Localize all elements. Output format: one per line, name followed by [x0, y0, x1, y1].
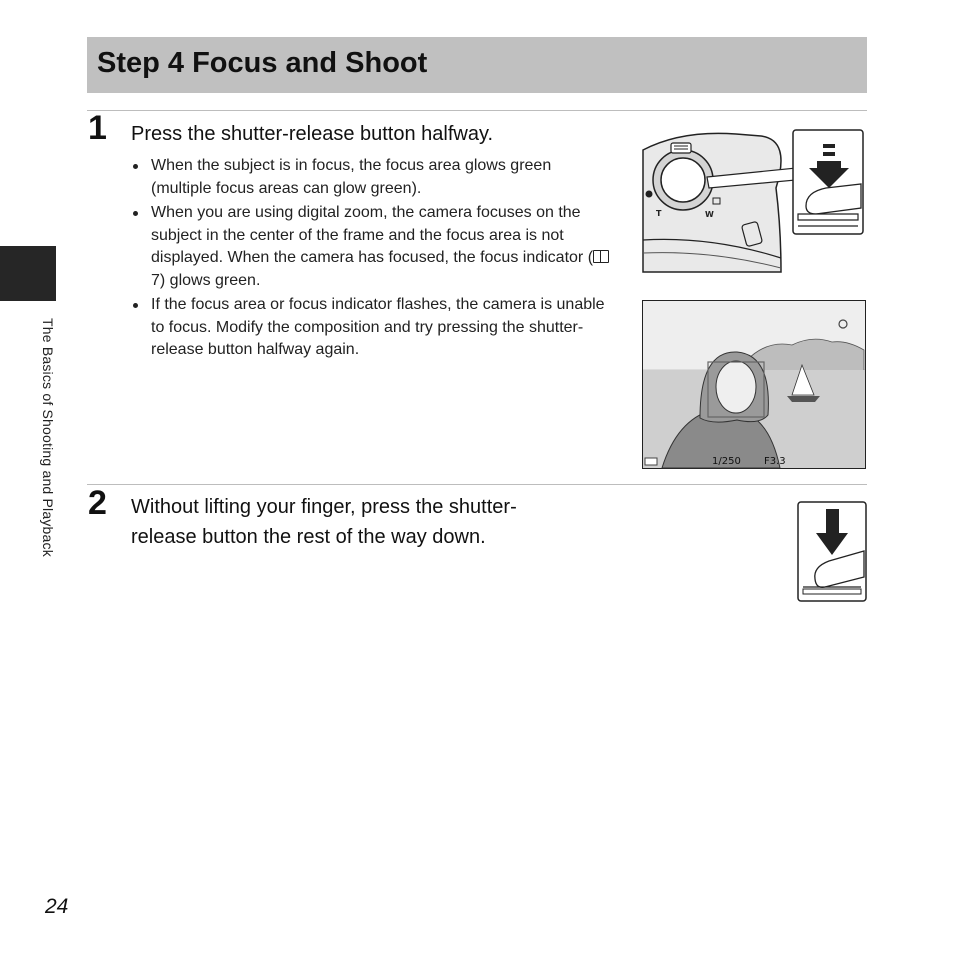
bullet-text: 7) glows green. [151, 271, 261, 289]
shutter-speed: 1/250 [712, 456, 741, 467]
list-item [131, 202, 611, 292]
list-item [131, 294, 611, 362]
aperture-value: F3.3 [764, 456, 786, 467]
bullet-icon [133, 303, 138, 308]
battery-icon [645, 458, 657, 465]
list-item [131, 155, 611, 200]
step-1-bullets [131, 155, 611, 364]
bullet-text: When you are using digital zoom, the camera focuses on the subject in the center of the frame and the focus area is not displayed. When the camera has focused, the focus indicator ( [151, 204, 594, 266]
half-press-bar-icon [823, 144, 835, 148]
full-press-illustration [797, 501, 867, 602]
divider-top [87, 110, 867, 111]
bullet-text: When the subject is in focus, the focus area glows green (multiple focus areas can glow green). [151, 157, 552, 197]
section-side-label: The Basics of Shooting and Playback [40, 318, 56, 557]
page-number: 24 [45, 895, 69, 918]
step-2-heading-line2: release button the rest of the way down. [131, 526, 486, 548]
camera-top-illustration [641, 128, 866, 274]
step-1-number: 1 [88, 109, 107, 147]
zoom-w-label: W [705, 210, 714, 219]
title-bar [87, 37, 867, 93]
divider-middle [87, 484, 867, 485]
step-2-number: 2 [88, 484, 107, 522]
step-2-heading-line1: Without lifting your finger, press the shutter- [131, 496, 517, 518]
page-title: Step 4 Focus and Shoot [97, 47, 428, 79]
step-1-heading: Press the shutter-release button halfway. [131, 123, 494, 145]
bullet-icon [133, 211, 138, 216]
monitor-screen-illustration [642, 300, 866, 469]
section-tab [0, 246, 56, 301]
bullet-icon [133, 164, 138, 169]
zoom-t-label: T [656, 209, 662, 218]
bullet-text: If the focus area or focus indicator flashes, the camera is unable to focus. Modify the composition and try pressing the shutter-release button halfway again. [151, 296, 605, 358]
book-icon [593, 250, 609, 263]
